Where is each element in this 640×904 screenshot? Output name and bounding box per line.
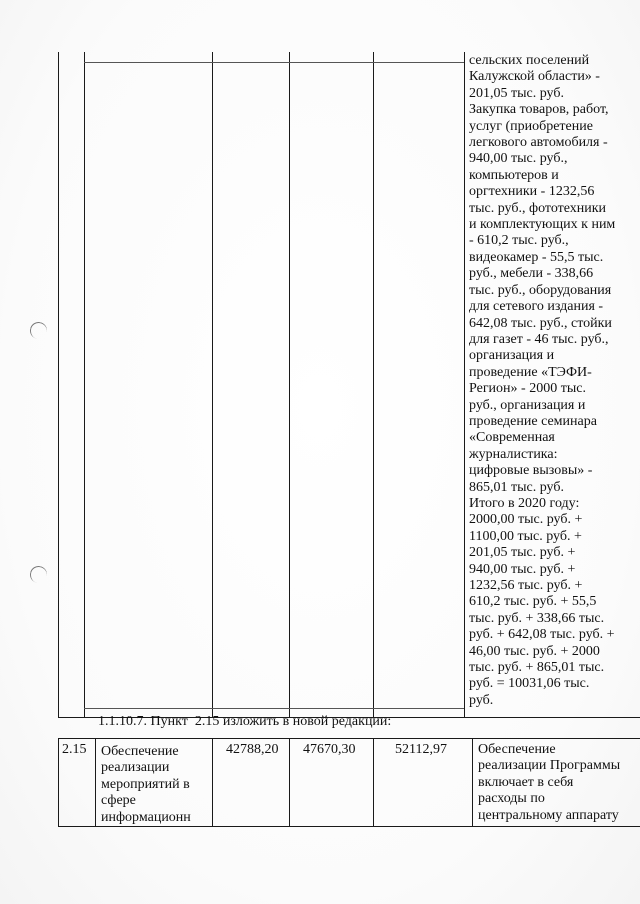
description-line: 2000,00 тыс. руб. + [469, 512, 583, 528]
description-line: 46,00 тыс. руб. + 2000 [469, 643, 600, 659]
description-line: 940,00 тыс. руб. + [469, 561, 576, 577]
description-line: руб. = 10031,06 тыс. [469, 676, 590, 692]
upper-table-border-left [58, 52, 59, 718]
description-line: руб. + 642,08 тыс. руб. + [469, 627, 615, 643]
description-line: руб. [469, 692, 494, 708]
lower-table-border-top [58, 738, 640, 739]
upper-table-border-c4 [373, 52, 374, 718]
description-line: проведение «ТЭФИ- [469, 364, 592, 380]
description-line: проведение семинара [469, 413, 597, 429]
upper-table-inner-top [84, 62, 464, 63]
value-col-1: 42788,20 [226, 742, 279, 757]
lower-table-border-c4 [373, 738, 374, 827]
item-number: 2.15 [62, 742, 87, 757]
description-line: тыс. руб., фототехники [469, 200, 607, 216]
value-col-3: 52112,97 [395, 742, 447, 757]
description-line: услуг (приобретение [469, 118, 593, 134]
description-line: сельских поселений [469, 53, 590, 68]
description-line: для газет - 46 тыс. руб., [469, 331, 609, 347]
description-line: Итого в 2020 году: [469, 495, 580, 511]
description-line: тыс. руб. + 865,01 тыс. [469, 660, 605, 676]
description-line: Закупка товаров, работ, [469, 102, 609, 118]
description-line: для сетевого издания - [469, 299, 604, 315]
description-line: 940,00 тыс. руб., [469, 151, 568, 167]
upper-table-border-c5 [464, 52, 465, 718]
description-line: тыс. руб. + 338,66 тыс. [469, 610, 605, 626]
description-line: оргтехники - 1232,56 [469, 184, 595, 200]
upper-table-description [469, 53, 639, 709]
description-line: и комплектующих к ним [469, 217, 616, 233]
description-line: Регион» - 2000 тыс. [469, 381, 586, 397]
value-col-2: 47670,30 [303, 742, 356, 757]
description-line: 1100,00 тыс. руб. + [469, 528, 582, 544]
upper-table-inner-bottom [84, 708, 464, 709]
description-line: 201,05 тыс. руб. + [469, 545, 576, 561]
description-line: цифровые вызовы» - [469, 463, 593, 479]
lower-table-border-left [58, 738, 59, 827]
description-line: 201,05 тыс. руб. [469, 85, 564, 101]
description-line: 865,01 тыс. руб. [469, 479, 564, 495]
description-line: руб., мебели - 338,66 [469, 266, 594, 282]
lower-table-border-c1 [95, 738, 96, 827]
description-line: руб., организация и [469, 397, 586, 413]
description-line: компьютеров и [469, 167, 559, 183]
description-line: Калужской области» - [469, 69, 600, 85]
description-line: 642,08 тыс. руб., стойки [469, 315, 612, 331]
upper-table-border-c1 [84, 52, 85, 718]
upper-table-border-c3 [289, 52, 290, 718]
description-line: журналистика: [469, 446, 558, 462]
description-line: организация и [469, 348, 555, 364]
section-caption: 1.1.10.7. Пункт 2.15 изложить в новой редакции: [98, 714, 392, 729]
lower-table-border-bottom [58, 826, 640, 827]
description-line: легкового автомобиля - [469, 135, 608, 151]
item-description: Обеспечение реализации Программы включает в себя расходы по центральному аппарату [478, 742, 621, 823]
lower-table-border-c5 [472, 738, 473, 827]
item-name: Обеспечение реализации мероприятий в сфере информационн [101, 744, 191, 825]
description-line: 610,2 тыс. руб. + 55,5 [469, 594, 597, 610]
upper-table-border-c2 [212, 52, 213, 718]
description-line: - 610,2 тыс. руб., [469, 233, 569, 249]
lower-table-border-c3 [289, 738, 290, 827]
lower-table-border-c2 [212, 738, 213, 827]
description-line: тыс. руб., оборудования [469, 282, 612, 298]
description-line: 1232,56 тыс. руб. + [469, 578, 583, 593]
description-line: «Современная [469, 430, 555, 446]
description-line: видеокамер - 55,5 тыс. [469, 249, 604, 265]
